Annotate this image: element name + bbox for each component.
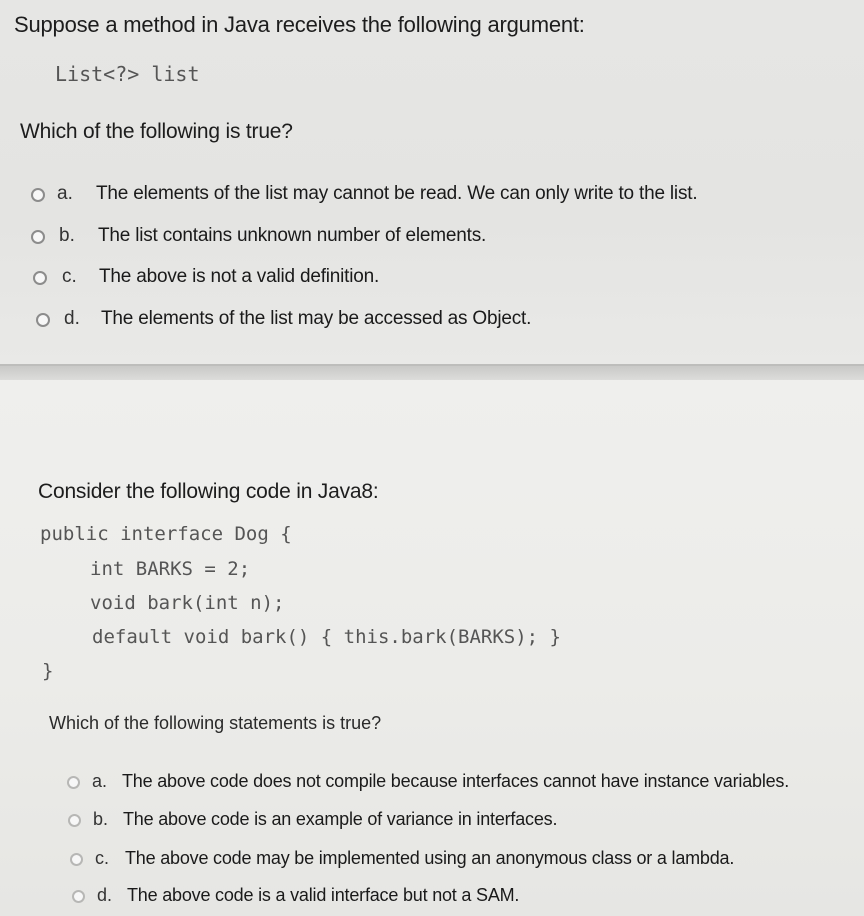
option-letter: a. [57,183,73,204]
option-text: The above code does not compile because interfaces cannot have instance variables. [122,771,790,791]
option-text: The list contains unknown number of elements. [98,225,487,246]
option-letter: c. [95,848,110,868]
question-1-prompt: Suppose a method in Java receives the following argument: [14,12,585,37]
question-1-code: List<?> list [55,62,200,86]
question-1-option-a[interactable] [0,182,864,212]
option-text: The above code is an example of variance in interfaces. [123,809,558,829]
question-2-option-c[interactable] [0,847,864,877]
option-text: The above is not a valid definition. [99,266,380,287]
radio-button[interactable] [36,313,50,327]
question-2-question: Which of the following statements is true? [49,713,382,733]
code-line: public interface Dog { [40,523,292,545]
radio-button[interactable] [33,271,47,285]
radio-button[interactable] [31,230,45,244]
code-line: } [42,660,54,682]
question-2-option-b[interactable] [0,808,864,838]
option-text: The above code may be implemented using an anonymous class or a lambda. [125,848,735,868]
question-1-option-c[interactable] [0,265,864,295]
option-letter: c. [62,266,77,287]
radio-button[interactable] [68,814,81,827]
radio-button[interactable] [67,776,80,789]
option-letter: d. [64,308,80,329]
question-2-prompt: Consider the following code in Java8: [38,480,379,503]
question-2-option-a[interactable] [0,770,864,800]
option-letter: b. [93,809,109,829]
option-letter: b. [59,225,75,246]
radio-button[interactable] [72,890,85,903]
question-2-option-d[interactable] [0,884,864,914]
question-1-panel [0,0,864,366]
code-line: default void bark() { this.bark(BARKS); } [92,626,561,648]
question-1-question: Which of the following is true? [20,120,293,143]
question-1-option-d[interactable] [0,307,864,337]
option-text: The elements of the list may cannot be read. We can only write to the list. [96,183,698,204]
option-text: The above code is a valid interface but not a SAM. [127,885,520,905]
radio-button[interactable] [31,188,45,202]
option-letter: a. [92,771,108,791]
code-line: void bark(int n); [90,592,285,614]
code-line: int BARKS = 2; [90,558,251,580]
question-1-option-b[interactable] [0,224,864,254]
question-divider [0,366,864,380]
option-letter: d. [97,885,113,905]
option-text: The elements of the list may be accessed as Object. [101,308,532,329]
question-2-panel [0,380,864,916]
radio-button[interactable] [70,853,83,866]
